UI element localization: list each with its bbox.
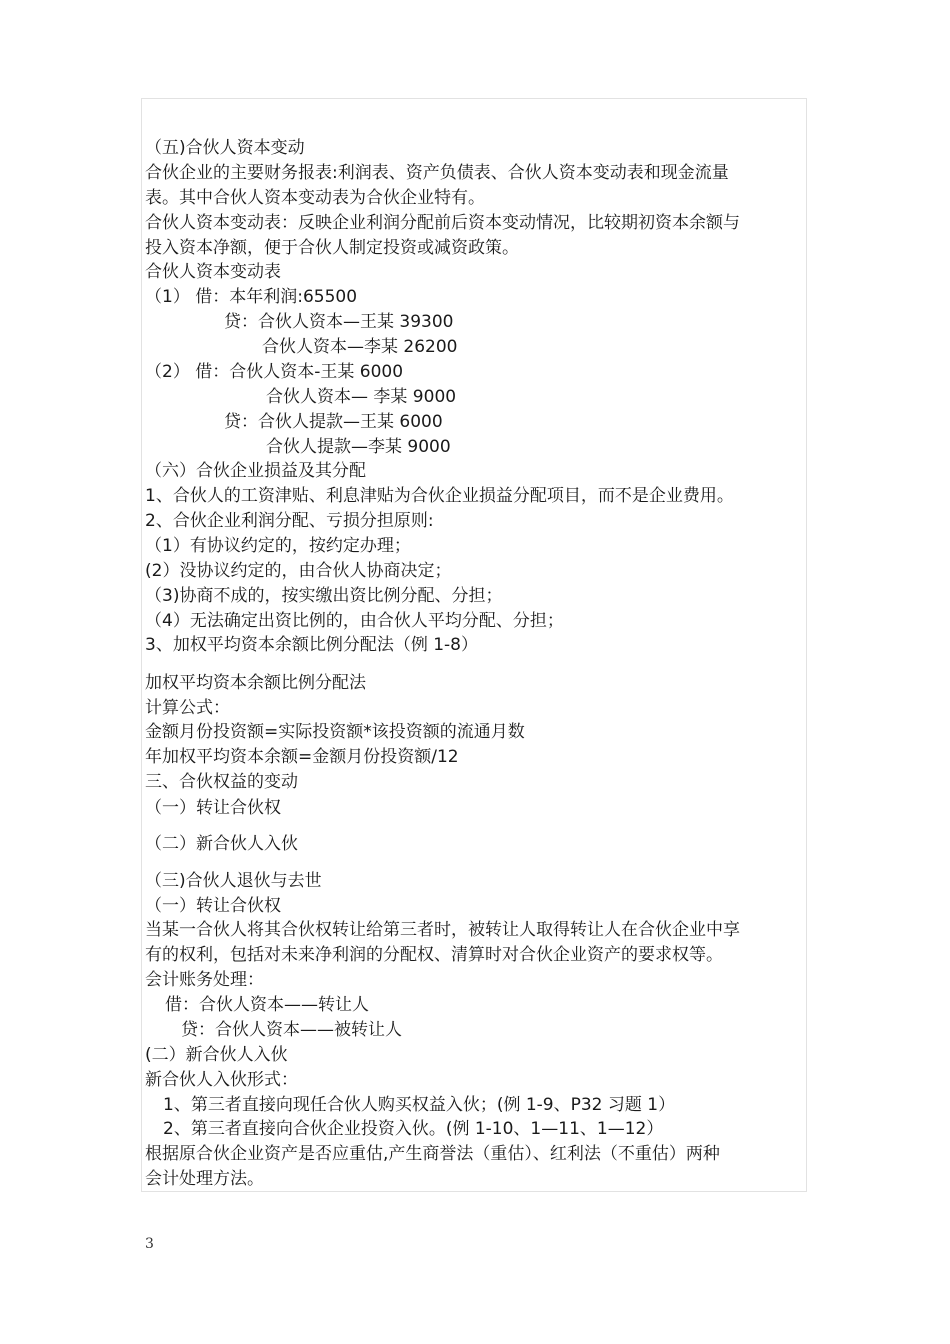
text-line: （一）转让合伙权 — [145, 798, 281, 818]
text-line: 计算公式： — [145, 698, 230, 718]
text-line: 新合伙人入伙形式： — [145, 1070, 298, 1090]
page-number: 3 — [145, 1236, 154, 1252]
text-line: （一）转让合伙权 — [145, 896, 281, 916]
text-line: 贷：合伙人提款—王某 6000 — [224, 412, 443, 432]
text-line: （五)合伙人资本变动 — [145, 138, 305, 158]
text-line: 会计处理方法。 — [145, 1169, 264, 1189]
text-line: 加权平均资本余额比例分配法 — [145, 673, 366, 693]
text-line: (2）没协议约定的，由合伙人协商决定； — [145, 561, 452, 581]
text-line: 有的权利，包括对未来净利润的分配权、清算时对合伙企业资产的要求权等。 — [145, 945, 723, 965]
text-line: （三)合伙人退伙与去世 — [145, 871, 322, 891]
text-line: 投入资本净额，便于合伙人制定投资或减资政策。 — [145, 238, 519, 258]
text-line: （1） 借：本年利润:65500 — [145, 287, 358, 307]
text-line: 合伙人提款—李某 9000 — [266, 437, 451, 457]
text-line: （1）有协议约定的，按约定办理； — [145, 536, 411, 556]
text-line: （六）合伙企业损益及其分配 — [145, 461, 366, 481]
text-line: 3、加权平均资本余额比例分配法（例 1-8） — [145, 635, 478, 655]
text-line: 1、第三者直接向现任合伙人购买权益入伙；(例 1-9、P32 习题 1） — [163, 1095, 676, 1115]
text-line: （4）无法确定出资比例的，由合伙人平均分配、分担； — [145, 611, 564, 631]
text-line: （3)协商不成的，按实缴出资比例分配、分担； — [145, 586, 503, 606]
text-line: 合伙人资本变动表 — [145, 262, 281, 282]
text-line: 贷：合伙人资本—王某 39300 — [224, 312, 454, 332]
text-line: 年加权平均资本余额=金额月份投资额/12 — [145, 747, 459, 767]
text-line: 当某一合伙人将其合伙权转让给第三者时，被转让人取得转让人在合伙企业中享 — [145, 920, 740, 940]
text-line: 2、合伙企业利润分配、亏损分担原则: — [145, 511, 434, 531]
text-line: （2） 借：合伙人资本-王某 6000 — [145, 362, 404, 382]
text-line: 合伙人资本变动表：反映企业利润分配前后资本变动情况，比较期初资本余额与 — [145, 213, 740, 233]
text-line: 合伙人资本— 李某 9000 — [266, 387, 457, 407]
text-line: 贷：合伙人资本——被转让人 — [181, 1020, 402, 1040]
text-line: 合伙人资本—李某 26200 — [262, 337, 458, 357]
text-line: 1、合伙人的工资津贴、利息津贴为合伙企业损益分配项目，而不是企业费用。 — [145, 486, 734, 506]
text-line: 表。其中合伙人资本变动表为合伙企业特有。 — [145, 188, 485, 208]
text-line: （二）新合伙人入伙 — [145, 834, 298, 854]
text-line: 合伙企业的主要财务报表:利润表、资产负债表、合伙人资本变动表和现金流量 — [145, 163, 729, 183]
text-line: 2、第三者直接向合伙企业投资入伙。(例 1-10、1—11、1—12） — [163, 1119, 664, 1139]
text-line: 根据原合伙企业资产是否应重估,产生商誉法（重估）、红利法（不重估）两种 — [145, 1144, 720, 1164]
text-line: 三、合伙权益的变动 — [145, 772, 298, 792]
text-line: 借：合伙人资本——转让人 — [165, 995, 369, 1015]
text-line: 会计账务处理： — [145, 970, 264, 990]
text-line: (二）新合伙人入伙 — [145, 1045, 288, 1065]
text-line: 金额月份投资额=实际投资额*该投资额的流通月数 — [145, 722, 525, 742]
